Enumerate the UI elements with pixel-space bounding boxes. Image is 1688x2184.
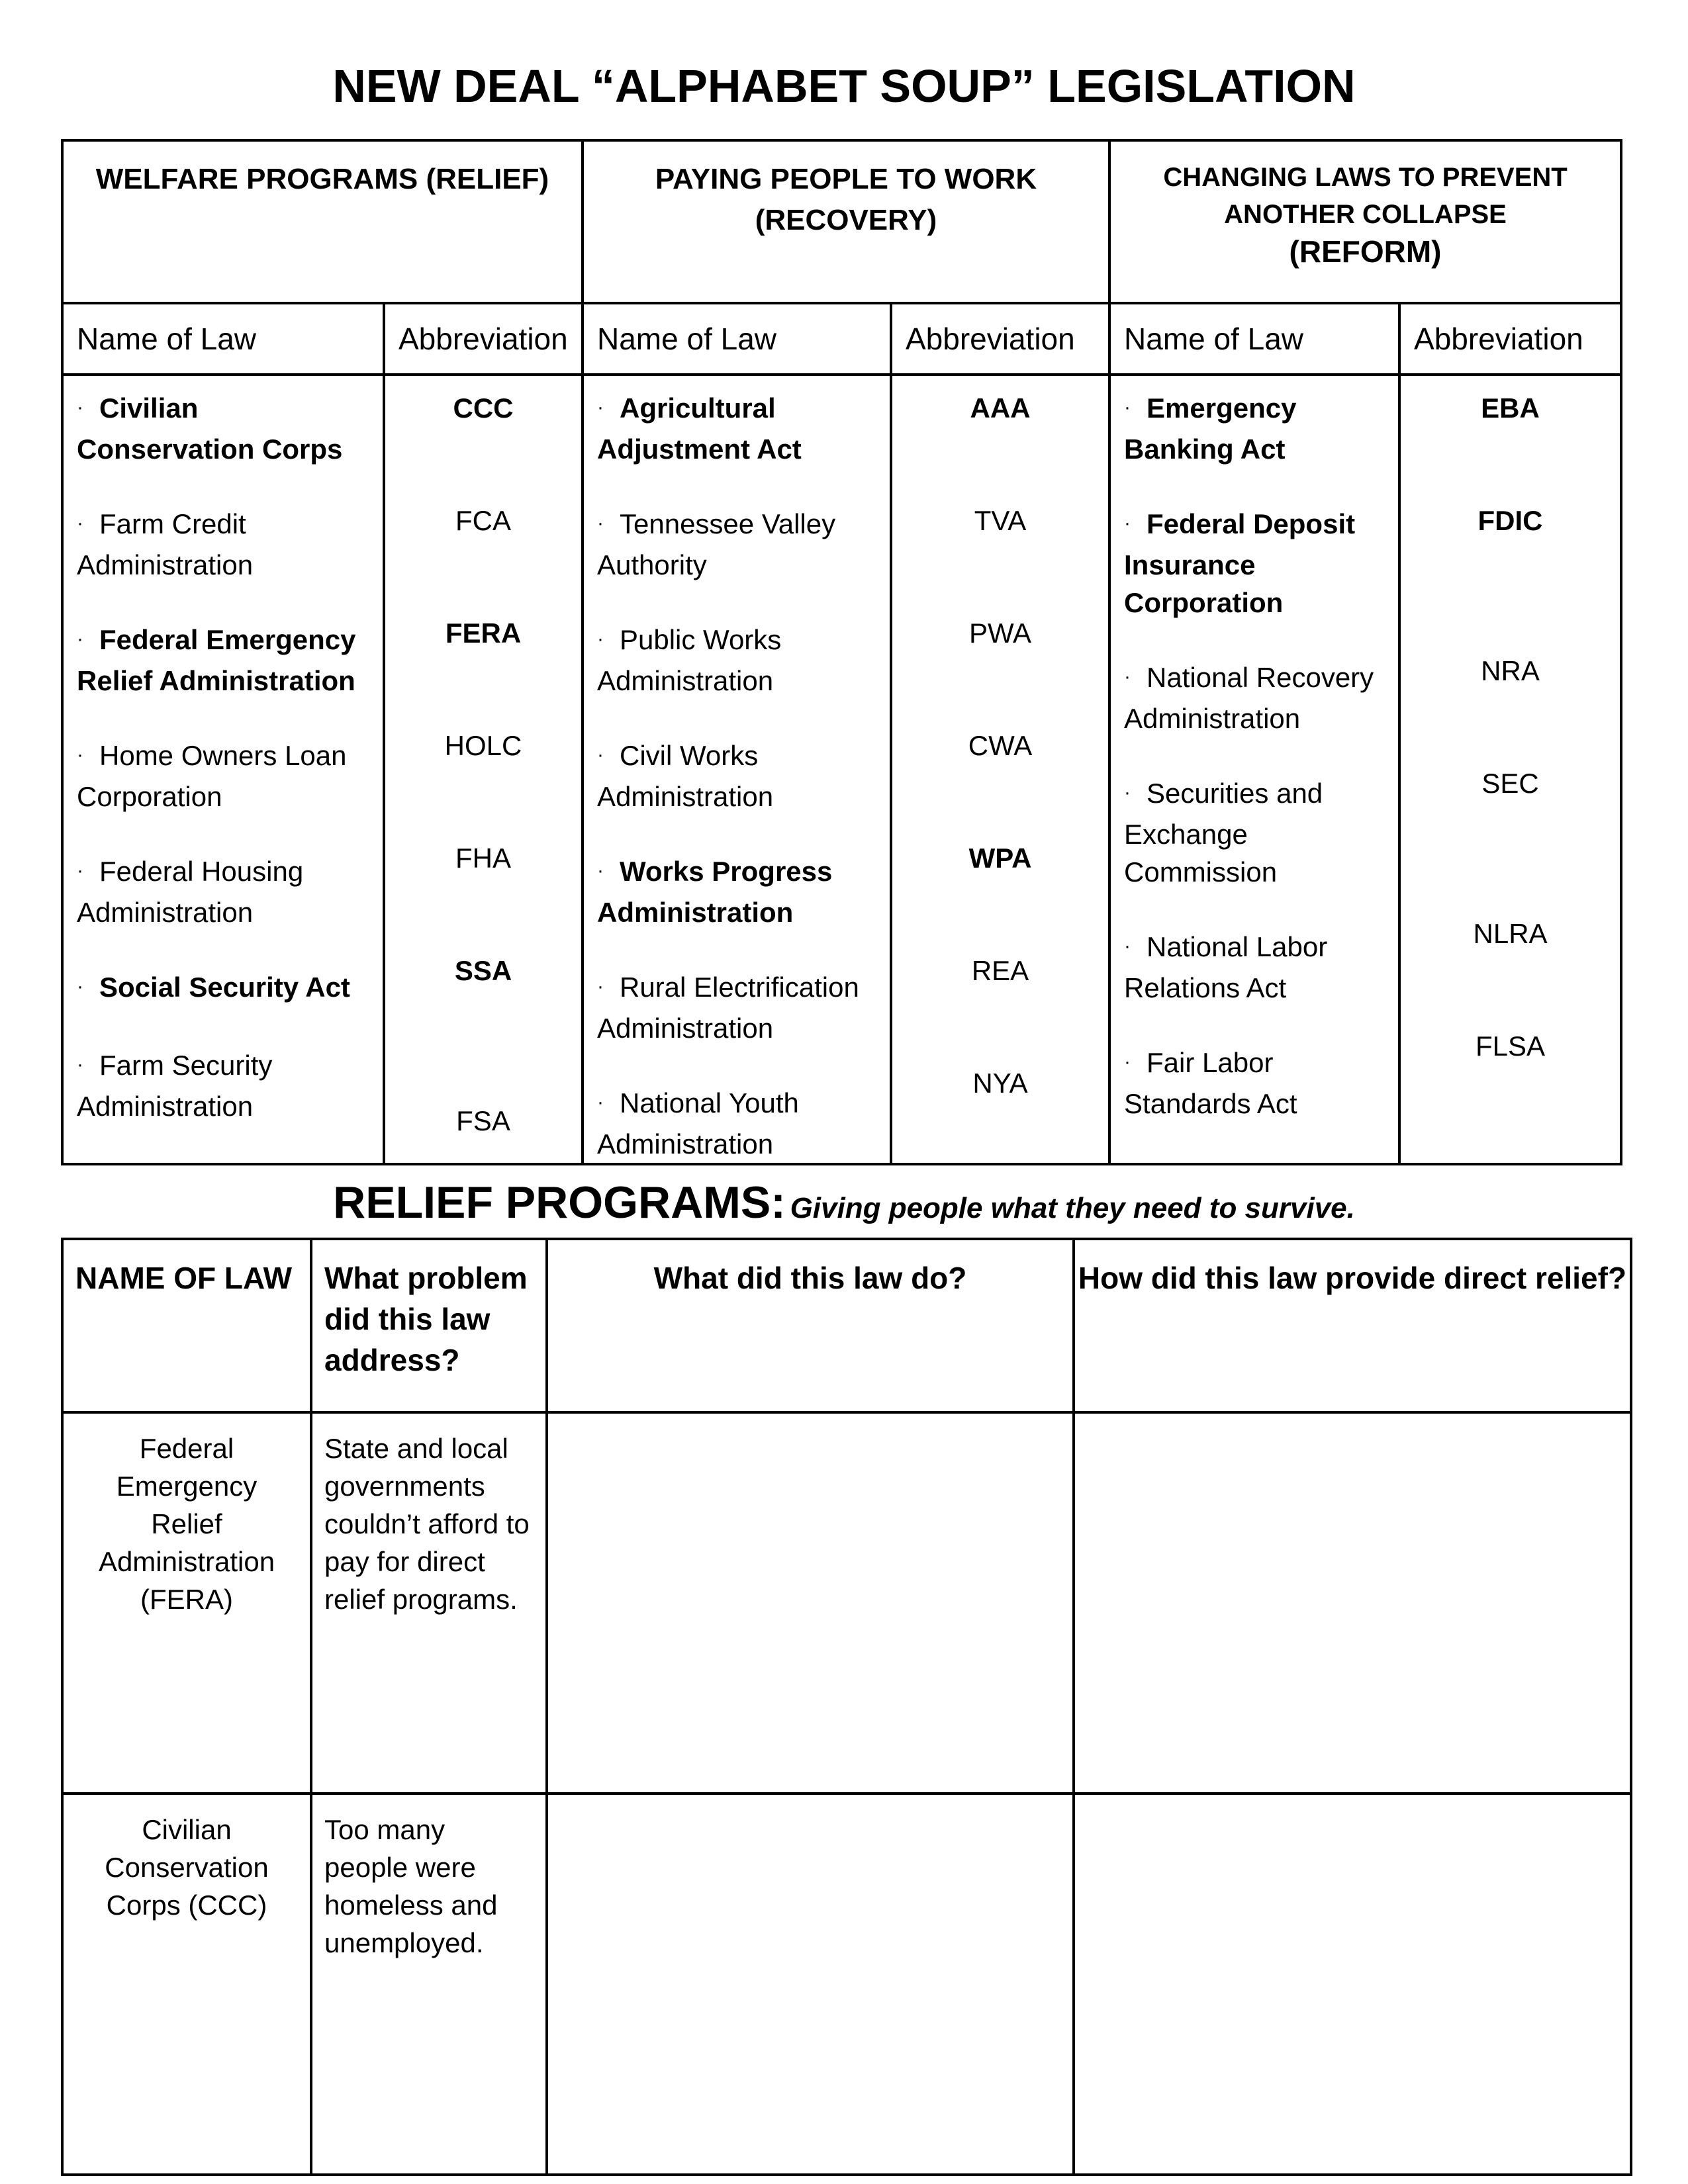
category-label: WELFARE PROGRAMS (RELIEF) xyxy=(95,163,549,195)
law-abbreviation: AAA xyxy=(970,392,1031,424)
category-label: CHANGING LAWS TO PREVENT xyxy=(1163,163,1568,192)
category-label: (RECOVERY) xyxy=(755,204,937,236)
law-name-text: Banking Act xyxy=(1124,433,1286,465)
bullet-icon: · xyxy=(77,512,83,534)
category-label: ANOTHER COLLAPSE xyxy=(1224,200,1507,229)
bullet-icon: · xyxy=(597,1091,604,1113)
law-abbreviation: NLRA xyxy=(1473,918,1548,949)
bullet-icon: · xyxy=(77,976,83,997)
column-header-abbreviation: Abbreviation xyxy=(384,303,583,375)
column-header-name: Name of Law xyxy=(583,303,891,375)
law-name-entry xyxy=(77,621,369,700)
bullet-icon: · xyxy=(1124,935,1131,957)
bullet-icon: · xyxy=(1124,782,1131,803)
recovery-abbreviations-cell xyxy=(891,375,1109,1164)
law-name-entry xyxy=(1124,774,1385,891)
law-name-text: Farm Credit xyxy=(99,508,246,539)
law-name-entry xyxy=(1124,505,1385,621)
table-row xyxy=(62,1794,1631,2175)
law-abbreviation: CWA xyxy=(968,730,1033,761)
what-answer-cell[interactable] xyxy=(547,1794,1074,2175)
column-header-abbreviation: Abbreviation xyxy=(891,303,1109,375)
legislation-table xyxy=(61,139,1622,1165)
relief-heading-main: RELIEF PROGRAMS: xyxy=(333,1177,786,1228)
what-answer-cell[interactable] xyxy=(547,1412,1074,1794)
law-name-text: Works Progress xyxy=(620,856,833,887)
category-relief-header xyxy=(62,140,583,303)
law-name-entry xyxy=(597,389,876,468)
law-name-text: Public Works xyxy=(620,624,782,655)
law-name-text: Civilian xyxy=(99,392,199,424)
law-name-text: Relief Administration xyxy=(77,665,355,696)
header-how-direct-relief: How did this law provide direct relief? xyxy=(1074,1239,1631,1412)
law-name-text: Administration xyxy=(597,781,774,812)
law-abbreviation: EBA xyxy=(1481,392,1540,424)
law-name-text: Administration xyxy=(597,1013,774,1044)
law-name-text: Administration xyxy=(77,1091,254,1122)
problem-cell: Too many people were homeless and unemployed. xyxy=(311,1794,547,2175)
header-problem: What problem did this law address? xyxy=(311,1239,547,1412)
law-abbreviation: HOLC xyxy=(444,730,522,761)
law-name-entry xyxy=(77,389,369,468)
bullet-icon: · xyxy=(597,860,604,882)
law-abbreviation: SSA xyxy=(454,955,512,986)
law-name-text: Social Security Act xyxy=(99,972,350,1003)
law-name-text: Adjustment Act xyxy=(597,433,802,465)
law-name-text: Standards Act xyxy=(1124,1088,1297,1119)
category-recovery-header xyxy=(583,140,1109,303)
law-name-text: Relations Act xyxy=(1124,972,1287,1003)
relief-heading-subtitle: Giving people what they need to survive. xyxy=(790,1192,1355,1224)
law-name-text: Federal Deposit xyxy=(1147,508,1356,539)
law-name-cell: Federal Emergency Relief Administration (FERA) xyxy=(62,1412,311,1794)
law-abbreviation: NYA xyxy=(972,1068,1028,1099)
law-name-entry xyxy=(597,968,876,1047)
bullet-icon: · xyxy=(1124,512,1131,534)
law-name-entry xyxy=(597,1084,876,1163)
recovery-names-cell xyxy=(583,375,891,1164)
law-name-text: Corporation xyxy=(1124,587,1284,618)
law-name-entry xyxy=(1124,1044,1385,1122)
law-name-text: National Labor xyxy=(1147,931,1328,962)
law-name-text: Administration xyxy=(77,549,254,580)
law-name-entry xyxy=(597,621,876,700)
law-name-text: Insurance xyxy=(1124,549,1256,580)
relief-programs-heading xyxy=(0,1177,1688,1228)
law-name-text: Rural Electrification xyxy=(620,972,859,1003)
law-name-text: Administration xyxy=(597,1128,774,1160)
law-abbreviation: FLSA xyxy=(1476,1030,1546,1062)
law-abbreviation: FSA xyxy=(456,1105,510,1136)
header-what-did-law-do: What did this law do? xyxy=(547,1239,1074,1412)
law-name-entry xyxy=(1124,659,1385,737)
law-name-text: Home Owners Loan xyxy=(99,740,347,771)
law-name-text: Exchange xyxy=(1124,819,1248,850)
law-name-text: Administration xyxy=(1124,703,1301,734)
category-label: (REFORM) xyxy=(1289,234,1442,269)
law-name-text: Fair Labor xyxy=(1147,1047,1274,1078)
relief-programs-table xyxy=(61,1238,1632,2176)
law-abbreviation: NRA xyxy=(1481,655,1540,686)
law-name-entry xyxy=(597,737,876,815)
bullet-icon: · xyxy=(597,512,604,534)
bullet-icon: · xyxy=(597,628,604,650)
bullet-icon: · xyxy=(597,976,604,997)
bullet-icon: · xyxy=(597,744,604,766)
column-header-name: Name of Law xyxy=(1109,303,1399,375)
law-abbreviation: FHA xyxy=(455,842,511,874)
reform-names-cell xyxy=(1109,375,1399,1164)
law-abbreviation: TVA xyxy=(974,505,1027,536)
law-name-text: Farm Security xyxy=(99,1050,273,1081)
law-abbreviation: REA xyxy=(971,955,1029,986)
law-name-entry xyxy=(77,1046,369,1125)
law-name-entry xyxy=(597,505,876,584)
law-abbreviation: CCC xyxy=(453,392,514,424)
bullet-icon: · xyxy=(77,1054,83,1075)
law-name-text: Conservation Corps xyxy=(77,433,343,465)
law-name-entry xyxy=(77,505,369,584)
bullet-icon: · xyxy=(1124,1051,1131,1073)
law-abbreviation: FERA xyxy=(445,617,522,649)
relief-abbreviations-cell xyxy=(384,375,583,1164)
bullet-icon: · xyxy=(77,396,83,418)
table-row xyxy=(62,1412,1631,1794)
law-name-text: Administration xyxy=(597,897,794,928)
law-abbreviation: PWA xyxy=(968,617,1032,649)
how-answer-cell[interactable] xyxy=(1074,1794,1631,2175)
law-name-entry xyxy=(597,852,876,931)
category-reform-header xyxy=(1109,140,1621,303)
law-name-text: Emergency xyxy=(1147,392,1297,424)
law-name-text: Tennessee Valley xyxy=(620,508,836,539)
problem-cell: State and local governments couldn’t afford to pay for direct relief programs. xyxy=(311,1412,547,1794)
law-name-text: National Recovery xyxy=(1147,662,1374,693)
law-name-text: Agricultural xyxy=(620,392,776,424)
bullet-icon: · xyxy=(1124,666,1131,688)
law-name-text: National Youth xyxy=(620,1087,799,1118)
law-name-text: Corporation xyxy=(77,781,222,812)
law-name-text: Federal Housing xyxy=(99,856,304,887)
law-name-entry xyxy=(77,852,369,931)
page-title: NEW DEAL “ALPHABET SOUP” LEGISLATION xyxy=(332,60,1356,112)
column-header-abbreviation: Abbreviation xyxy=(1399,303,1621,375)
law-abbreviation: FDIC xyxy=(1477,505,1543,536)
law-name-entry xyxy=(1124,389,1385,468)
bullet-icon: · xyxy=(77,744,83,766)
column-header-name: Name of Law xyxy=(62,303,384,375)
law-name-text: Commission xyxy=(1124,856,1278,887)
law-abbreviation: FCA xyxy=(455,505,511,536)
bullet-icon: · xyxy=(1124,396,1131,418)
bullet-icon: · xyxy=(597,396,604,418)
law-name-text: Administration xyxy=(77,897,254,928)
law-name-entry xyxy=(1124,928,1385,1007)
law-name-entry xyxy=(77,737,369,815)
law-name-text: Administration xyxy=(597,665,774,696)
law-name-entry xyxy=(77,968,369,1009)
law-name-cell: Civilian Conservation Corps (CCC) xyxy=(62,1794,311,2175)
bullet-icon: · xyxy=(77,628,83,650)
law-name-text: Authority xyxy=(597,549,707,580)
law-abbreviation: WPA xyxy=(968,842,1032,874)
category-label: PAYING PEOPLE TO WORK xyxy=(655,163,1037,195)
bullet-icon: · xyxy=(77,860,83,882)
law-name-text: Federal Emergency xyxy=(99,624,356,655)
law-name-text: Civil Works xyxy=(620,740,759,771)
header-name-of-law: NAME OF LAW xyxy=(62,1239,311,1412)
law-name-text: Securities and xyxy=(1147,778,1323,809)
law-abbreviation: SEC xyxy=(1481,768,1539,799)
relief-names-cell xyxy=(62,375,384,1164)
how-answer-cell[interactable] xyxy=(1074,1412,1631,1794)
reform-abbreviations-cell xyxy=(1399,375,1621,1164)
